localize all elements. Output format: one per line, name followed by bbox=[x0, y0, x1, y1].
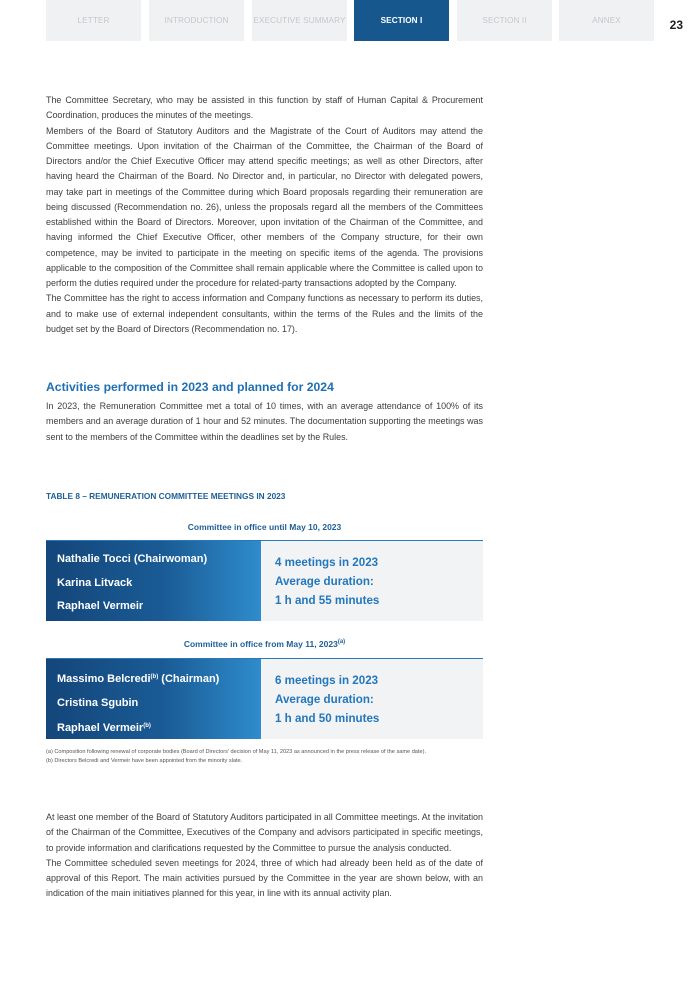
member-name: Massimo Belcredi bbox=[57, 673, 151, 685]
table-footnotes bbox=[46, 748, 483, 766]
committee1-member: Nathalie Tocci (Chairwoman) bbox=[57, 553, 208, 565]
activities-section bbox=[46, 399, 483, 445]
intro-paragraph-2: Members of the Board of Statutory Auditors and the Magistrate of the Court of Auditors may attend the Committee meetings. Upon invitation of the Chairman of the Committee, the Chairman of the Board of Directors and/or the Chief Executive Officer may attend specific meetings; as well as other Directors, after having heard the Chairman of the Board. No Director and, in particular, no Director with delegated powers, may take part in meetings of the Committee during which Board proposals regarding their remuneration are being discussed (Recommendation no. 26), unless the proposals regard all the members of the Committees established within the Board of Directors. Moreover, upon invitation of the Chairman of the Committee, and having informed the Chief Executive Officer, other members of the Company structure, for their own competence, may be invited to participate in the meeting on specific items of the agenda. The provisions applicable to the composition of the Committee shall remain applicable where the Committee is called upon to perform the duties required under the procedure for related-party transactions adopted by the Company. bbox=[46, 125, 483, 288]
committee2-members bbox=[46, 659, 261, 739]
table-title: TABLE 8 – REMUNERATION COMMITTEE MEETINGS IN 2023 bbox=[46, 491, 286, 501]
tab-letter[interactable]: LETTER bbox=[46, 0, 141, 41]
committee1-meetings: 4 meetings in 2023 bbox=[275, 556, 379, 569]
closing-paragraph-2: The Committee scheduled seven meetings for 2024, three of which had already been held as of the date of approval of this Report. The main activities pursued by the Committee in the year are shown below, with an indication of the main initiatives planned for this year, in line with its annual activity plan. bbox=[46, 857, 483, 899]
committee1-member: Raphael Vermeir bbox=[57, 600, 144, 612]
tab-introduction[interactable]: INTRODUCTION bbox=[149, 0, 244, 41]
footnote-ref-b: (b) bbox=[143, 723, 151, 729]
activities-heading: Activities performed in 2023 and planned for 2024 bbox=[46, 380, 334, 394]
tab-executive-summary[interactable]: EXECUTIVE SUMMARY bbox=[252, 0, 347, 41]
committee1-duration-label: Average duration: bbox=[275, 575, 374, 588]
committee1-member: Karina Litvack bbox=[57, 576, 133, 589]
committee2-caption bbox=[46, 639, 483, 649]
intro-paragraph-1: The Committee Secretary, who may be assisted in this function by staff of Human Capital & Procurement Coordination, produces the minutes of the meetings. bbox=[46, 95, 483, 121]
intro-paragraph-3: The Committee has the right to access information and Company functions as necessary to perform its duties, and to make use of external independent consultants, within the terms of the Rules and the limits of the budget set by the Board of Directors (Recommendation no. 17). bbox=[46, 293, 483, 334]
tab-section-ii[interactable]: SECTION II bbox=[457, 0, 552, 41]
committee2-duration: 1 h and 50 minutes bbox=[275, 712, 380, 725]
member-name: Raphael Vermeir bbox=[57, 722, 144, 734]
closing-paragraph-1: At least one member of the Board of Statutory Auditors participated in all Committee meetings. At the invitation of the Chairman of the Committee, Executives of the Company and advisors participated in specific meetings, to provide information and clarifications requested by the Committee to pursue the analysis conducted. bbox=[46, 812, 483, 853]
footnote-ref-a: (a) bbox=[337, 639, 346, 645]
tab-section-i[interactable]: SECTION I bbox=[354, 0, 449, 41]
footnote-b: (b) Directors Belcredi and Vermeir have been appointed from the minority slate. bbox=[46, 758, 243, 764]
member-role: (Chairman) bbox=[158, 673, 220, 685]
committee2-meetings: 6 meetings in 2023 bbox=[275, 674, 379, 687]
committee2-duration-label: Average duration: bbox=[275, 693, 374, 706]
page-number: 23 bbox=[669, 18, 683, 32]
committee2-member bbox=[57, 666, 261, 692]
committee2-member bbox=[57, 715, 261, 741]
committee2-caption-text: Committee in office from May 11, 2023 bbox=[183, 639, 338, 649]
footnote-ref-b: (b) bbox=[150, 674, 159, 680]
committee1-stats bbox=[261, 541, 483, 621]
member-name: Cristina Sgubin bbox=[57, 696, 139, 709]
tab-annex[interactable]: ANNEX bbox=[559, 0, 654, 41]
committee1-members bbox=[46, 541, 261, 621]
committee1-duration: 1 h and 55 minutes bbox=[275, 594, 380, 607]
committee2-box bbox=[46, 658, 483, 739]
committee1-box bbox=[46, 540, 483, 621]
committee1-caption: Committee in office until May 10, 2023 bbox=[187, 522, 342, 532]
committee2-member bbox=[57, 692, 261, 716]
activities-paragraph: In 2023, the Remuneration Committee met a total of 10 times, with an average attendance of 100% of its members and an average duration of 1 hour and 52 minutes. The documentation supporting the meetings was sent to the members of the Committee within the deadlines set by the Rules. bbox=[46, 401, 483, 442]
footnote-a: (a) Composition following renewal of corporate bodies (Board of Directors' decision of May 11, 2023 as announced in the press release of the same date). bbox=[46, 749, 426, 755]
committee2-stats bbox=[261, 659, 483, 739]
intro-section bbox=[46, 93, 483, 337]
closing-section bbox=[46, 810, 483, 902]
